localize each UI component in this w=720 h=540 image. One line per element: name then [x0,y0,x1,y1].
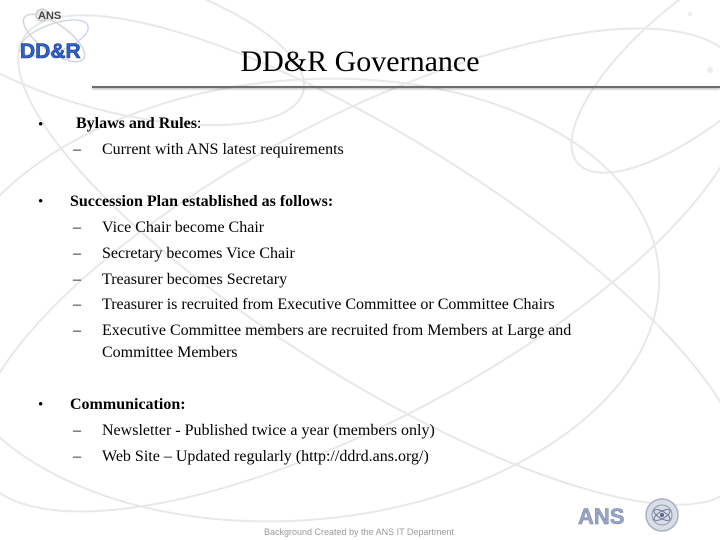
bullet-heading-suffix: : [196,115,202,132]
subitem-text: Vice Chair become Chair [102,219,265,236]
subitem-text: Web Site – Updated regularly (http://ddrd.ans.org/) [102,448,429,465]
bullet-heading-bylaws [76,111,201,137]
dash-marker: – [73,245,81,262]
footer-credit: Background Created by the ANS IT Department [264,527,454,537]
bullet-marker: • [38,117,44,133]
bullet-heading-communication: Communication: [70,396,186,413]
dash-marker: – [73,448,81,465]
subitem-text: Treasurer is recruited from Executive Committee or Committee Chairs [102,296,555,313]
bullet-heading-text: Bylaws and Rules [76,115,197,132]
title-divider [92,86,720,88]
subitem-text: Executive Committee members are recruited from Members at Large and [102,322,572,339]
dash-marker: – [73,322,81,339]
bullet-heading-succession: Succession Plan established as follows: [70,193,334,210]
slide-title: DD&R Governance [240,45,480,78]
footer-logo-text: ANS [578,504,625,529]
subitem-text: Secretary becomes Vice Chair [102,245,295,262]
bullet-marker: • [38,397,44,413]
dash-marker: – [73,296,81,313]
subitem-text: Newsletter - Published twice a year (members only) [102,422,435,439]
subitem-text-continuation: Committee Members [102,344,238,361]
bullet-marker: • [38,194,44,210]
subitem-text: Treasurer becomes Secretary [102,271,288,288]
dash-marker: – [73,219,81,236]
logo-group-text: DD&R [20,40,81,63]
dash-marker: – [73,422,81,439]
dash-marker: – [73,271,81,288]
logo-org-text: ANS [38,10,62,22]
dash-marker: – [73,141,81,158]
subitem-text: Current with ANS latest requirements [102,141,344,158]
ans-footer-logo-icon [578,498,720,540]
